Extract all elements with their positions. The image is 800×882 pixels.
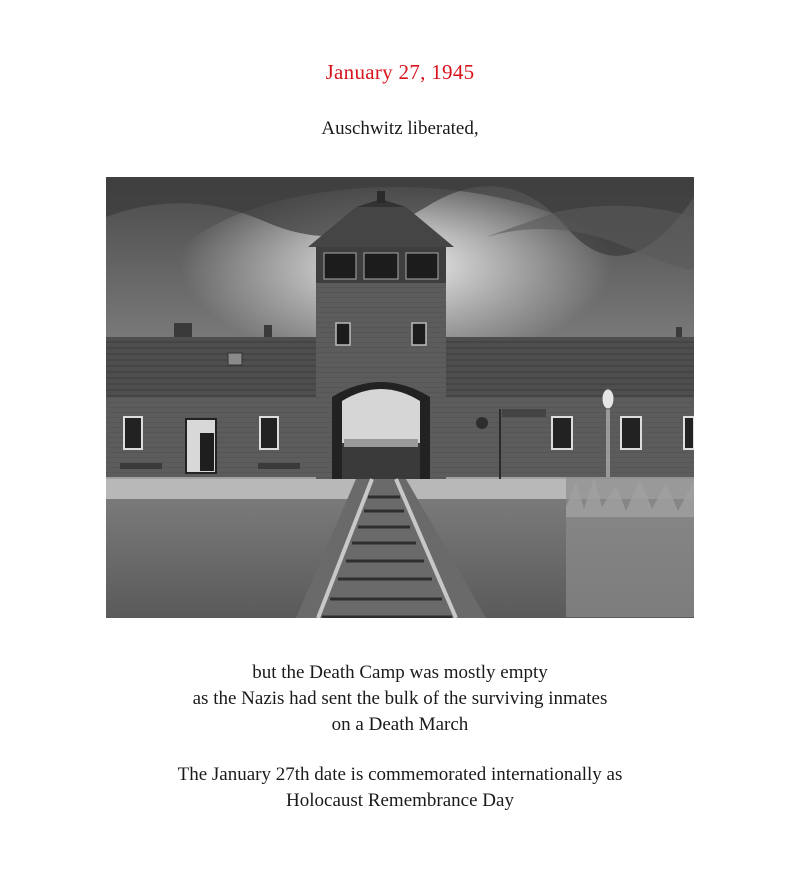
paragraph-line: but the Death Camp was mostly empty (252, 662, 548, 683)
paragraph-line: Holocaust Remembrance Day (286, 790, 514, 811)
date-heading: January 27, 1945 (325, 60, 475, 84)
gatehouse-photo (106, 177, 694, 618)
subtitle: Auschwitz liberated, (321, 118, 479, 139)
liberation-paragraph (0, 660, 800, 738)
paragraph-line: as the Nazis had sent the bulk of the surviving inmates (192, 688, 608, 709)
paragraph-line: on a Death March (331, 714, 469, 735)
remembrance-paragraph (0, 762, 800, 814)
paragraph-line: The January 27th date is commemorated internationally as (177, 764, 623, 785)
